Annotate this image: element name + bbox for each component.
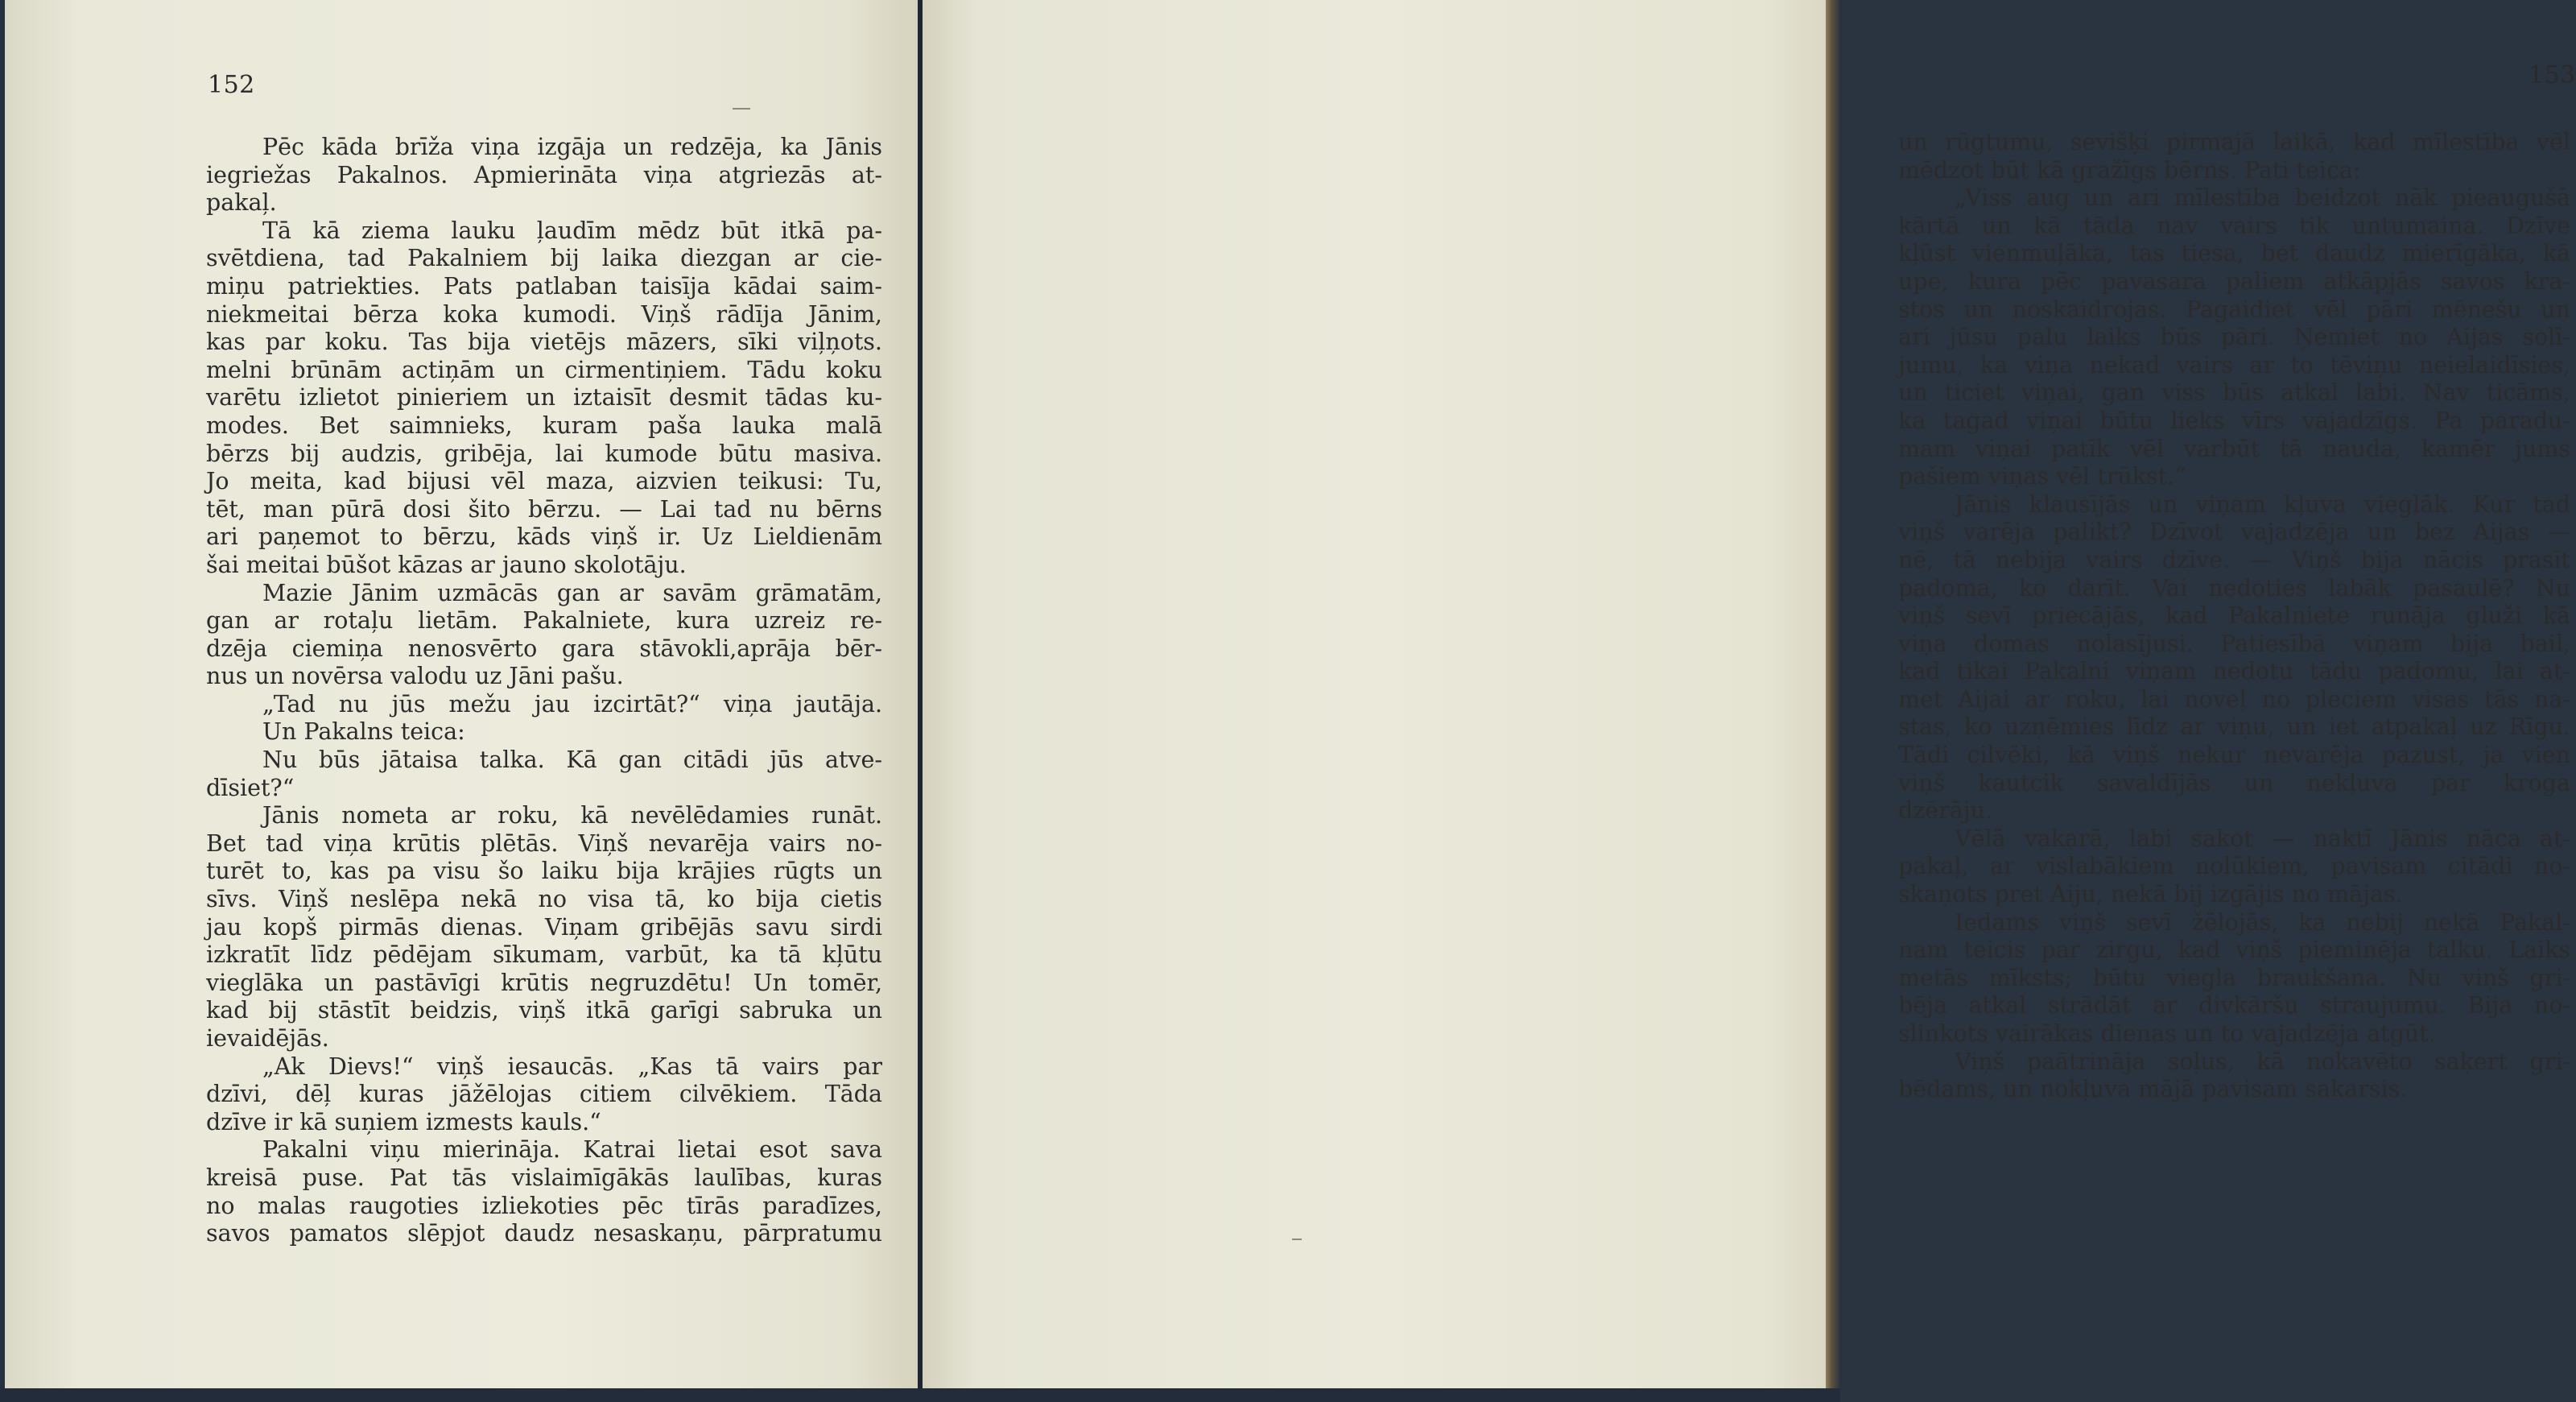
book-edge — [1826, 0, 1840, 1402]
text-line: dzēja ciemiņa nenosvērto gara stāvokli,aprāja bēr- — [206, 635, 882, 662]
page-number-right: 153 — [2529, 61, 2576, 89]
text-line: izkratīt līdz pēdējam sīkumam, varbūt, ka tā kļūtu — [206, 941, 882, 969]
text-line: gan ar rotaļu lietām. Pakalniete, kura uzreiz re- — [206, 607, 882, 635]
text-line: kārtā un kā tāda nav vairs tik untumaina. Dzīve — [1898, 212, 2570, 239]
scan-mark — [733, 108, 750, 110]
text-line: dzīvi, dēļ kuras jāžēlojas citiem cilvēkiem. Tāda — [206, 1081, 882, 1108]
text-line: Jānis klausījās un viņam kļuva vieglāk. Kur tad — [1955, 490, 2570, 518]
text-line: Jānis nometa ar roku, kā nevēlēdamies runāt. — [262, 802, 882, 829]
text-line: dzērāju. — [1898, 797, 1992, 825]
text-line: un rūgtumu, sevišķi pirmajā laikā, kad mīlestība vēl — [1898, 129, 2570, 155]
text-line: kreisā puse. Pat tās vislaimīgākās laulības, kuras — [206, 1164, 882, 1191]
text-line: kļūst vienmuļāka, tas tiesa, bet daudz mierīgāka, kā — [1898, 240, 2570, 267]
page-number-left: 152 — [208, 71, 255, 99]
text-line: Viņš paātrināja soļus, kā nokavēto saķert gri- — [1955, 1048, 2570, 1075]
text-line: mam viņai patīk vēl varbūt tā nauda, kamēr jums — [1898, 435, 2570, 462]
text-line: ievaidējās. — [206, 1025, 329, 1052]
text-line: šai meitai būšot kāzas ar jauno skolotāju. — [206, 551, 687, 578]
text-line: bērzs bij audzis, gribēja, lai kumode būtu masiva. — [206, 440, 882, 467]
text-line: melni brūnām actiņām un cirmentiņiem. Tādu koku — [206, 356, 882, 383]
text-line: ari jūsu palu laiks būs pāri. Ņemiet no Aijas solī- — [1898, 324, 2570, 351]
text-line: met Aijai ar roku, lai noveļ no pleciem visas tās na- — [1898, 685, 2570, 713]
text-line: tēt, man pūrā dosi šito bērzu. — Lai tad nu bērns — [206, 495, 882, 523]
text-line: nam teicis par zirgu, kad viņš pieminēja talku. Laiks — [1898, 937, 2570, 964]
text-line: kad tikai Pakalni viņam nedotu tādu padomu, lai at- — [1898, 658, 2570, 685]
text-line: kas par koku. Tas bija vietējs māzers, sīki viļņots. — [206, 329, 882, 356]
text-line: modes. Bet saimnieks, kuram paša lauka malā — [206, 412, 882, 439]
text-line: Vēlā vakarā, labi sakot — naktī Jānis nāca at- — [1955, 825, 2570, 852]
text-line: sīvs. Viņš neslēpa nekā no visa tā, ko bija cietis — [206, 886, 882, 913]
text-line: un ticiet viņai, gan viss būs atkal labi. Nav ticāms, — [1898, 379, 2570, 407]
text-line: Pēc kāda brīža viņa izgāja un redzēja, ka Jānis — [262, 134, 882, 160]
text-line: savos pamatos slēpjot daudz nesaskaņu, pārpratumu — [206, 1220, 882, 1247]
text-line: mēdzot būt kā gražīgs bērns. Pati teica: — [1898, 156, 2361, 184]
text-line: Bet tad viņa krūtis plētās. Viņš nevarēja vairs no- — [206, 829, 882, 857]
scan-mark — [1292, 1239, 1302, 1240]
text-line: stas, ko uzņēmies līdz ar viņu, un iet atpakaļ uz Rīgu. — [1898, 713, 2570, 741]
text-line: slinkots vairākas dienas un to vajadzēja atgūt. — [1898, 1020, 2436, 1047]
text-line: metās mīksts; būtu viegla braukšana. Nu viņš gri- — [1898, 964, 2570, 991]
text-line: kad bij stāstīt beidzis, viņš itkā garīgi sabruka un — [206, 997, 882, 1024]
text-line: pakaļ. — [206, 189, 277, 217]
text-line: vieglāka un pastāvīgi krūtis negruzdētu! Un tomēr, — [206, 969, 882, 996]
left-page-text — [206, 134, 882, 1248]
text-line: bēja atkal strādāt ar divkāršu straujumu. Bija no- — [1898, 992, 2570, 1019]
left-page — [5, 0, 919, 1389]
text-line: viņš kautcik savaldījās un nekļuva par kroga — [1898, 769, 2570, 796]
text-line: „Viss aug un ari mīlestība beidzot nāk pieaugušā — [1955, 184, 2570, 212]
text-line: Pakalni viņu mierināja. Katrai lietai esot sava — [262, 1136, 882, 1164]
text-line: dīsiet?“ — [206, 774, 295, 801]
text-line: no malas raugoties izliekoties pēc tīrās paradīzes, — [206, 1192, 882, 1219]
text-line: nus un novērsa valodu uz Jāni pašu. — [206, 663, 624, 690]
scan-border — [0, 1388, 1840, 1402]
text-line: Tādi cilvēki, kā viņš nekur nevarēja pazust, ja vien — [1898, 742, 2570, 769]
text-line: miņu patriekties. Pats patlaban taisīja kādai saim- — [206, 272, 882, 300]
text-line: viņa domas nolasījusi. Patiesībā viņam bija bail, — [1898, 630, 2570, 657]
text-line: ka tagad viņai būtu lieks vīrs vajadzīgs. Pa paradu- — [1898, 407, 2570, 434]
text-line: skaņots pret Aiju, nekā bij izgājis no mājas. — [1898, 881, 2403, 908]
text-line: stos un noskaidrojas. Pagaidiet vēl pāri mēnešu un — [1898, 296, 2570, 323]
text-line: bēdams, un nokļuva mājā pavisam sakarsis. — [1898, 1076, 2408, 1103]
text-line: varētu izlietot pinieriem un iztaisīt desmit tādas ku- — [206, 384, 882, 412]
text-line: ari paņemot to bērzu, kāds viņš ir. Uz Lieldienām — [206, 523, 882, 551]
text-line: Un Pakalns teica: — [262, 718, 465, 746]
text-line: „Ak Dievs!“ viņš iesaucās. „Kas tā vairs par — [262, 1053, 882, 1080]
text-line: Tā kā ziema lauku ļaudīm mēdz būt itkā pa- — [262, 217, 882, 244]
right-page-text — [1898, 129, 2570, 1104]
text-line: Jo meita, kad bijusi vēl maza, aizvien teikusi: Tu, — [206, 468, 882, 495]
text-line: jumu, ka viņa nekad vairs ar to tēviņu neielaidīsies, — [1898, 351, 2570, 378]
text-line: Mazie Jānim uzmācās gan ar savām grāmatām, — [262, 579, 882, 606]
text-line: turēt to, kas pa visu šo laiku bija krājies rūgts un — [206, 858, 882, 885]
text-line: upe, kura pēc pavasara paliem atkāpjās savos kra- — [1898, 267, 2570, 295]
text-line: pašiem viņas vēl trūkst.“ — [1898, 463, 2186, 490]
text-line: dzīve ir kā suņiem izmests kauls.“ — [206, 1108, 601, 1135]
text-line: viņš sevī priecājās, kad Pakalniete runāja gluži kā — [1898, 602, 2570, 630]
text-line: jau kopš pirmās dienas. Viņam gribējās savu sirdi — [206, 913, 882, 941]
text-line: niekmeitai bērza koka kumodi. Viņš rādīja Jānim, — [206, 300, 882, 328]
text-line: pakaļ, ar vislabākiem nolūkiem, pavisam citādi no- — [1898, 853, 2570, 880]
text-line: nē, tā nebija vairs dzīve. — Viņš bija nācis prasīt — [1898, 546, 2570, 573]
text-line: „Tad nu jūs mežu jau izcirtāt?“ viņa jautāja. — [262, 690, 882, 718]
text-line: iegriežas Pakalnos. Apmierināta viņa atgriezās at- — [206, 161, 882, 188]
text-line: svētdiena, tad Pakalniem bij laika diezgan ar cie- — [206, 245, 882, 272]
text-line: padoma, ko darīt. Vai nedoties labāk pasaulē? Nu — [1898, 574, 2570, 602]
right-page — [923, 0, 2576, 1392]
text-line: Nu būs jātaisa talka. Kā gan citādi jūs atve- — [262, 746, 882, 774]
text-line: Iedams viņš sevī žēlojās, ka nebij nekā Pakal- — [1955, 908, 2570, 936]
text-line: viņš varēja palikt? Dzīvot vajadzēja un bez Aijas — — [1898, 519, 2570, 546]
